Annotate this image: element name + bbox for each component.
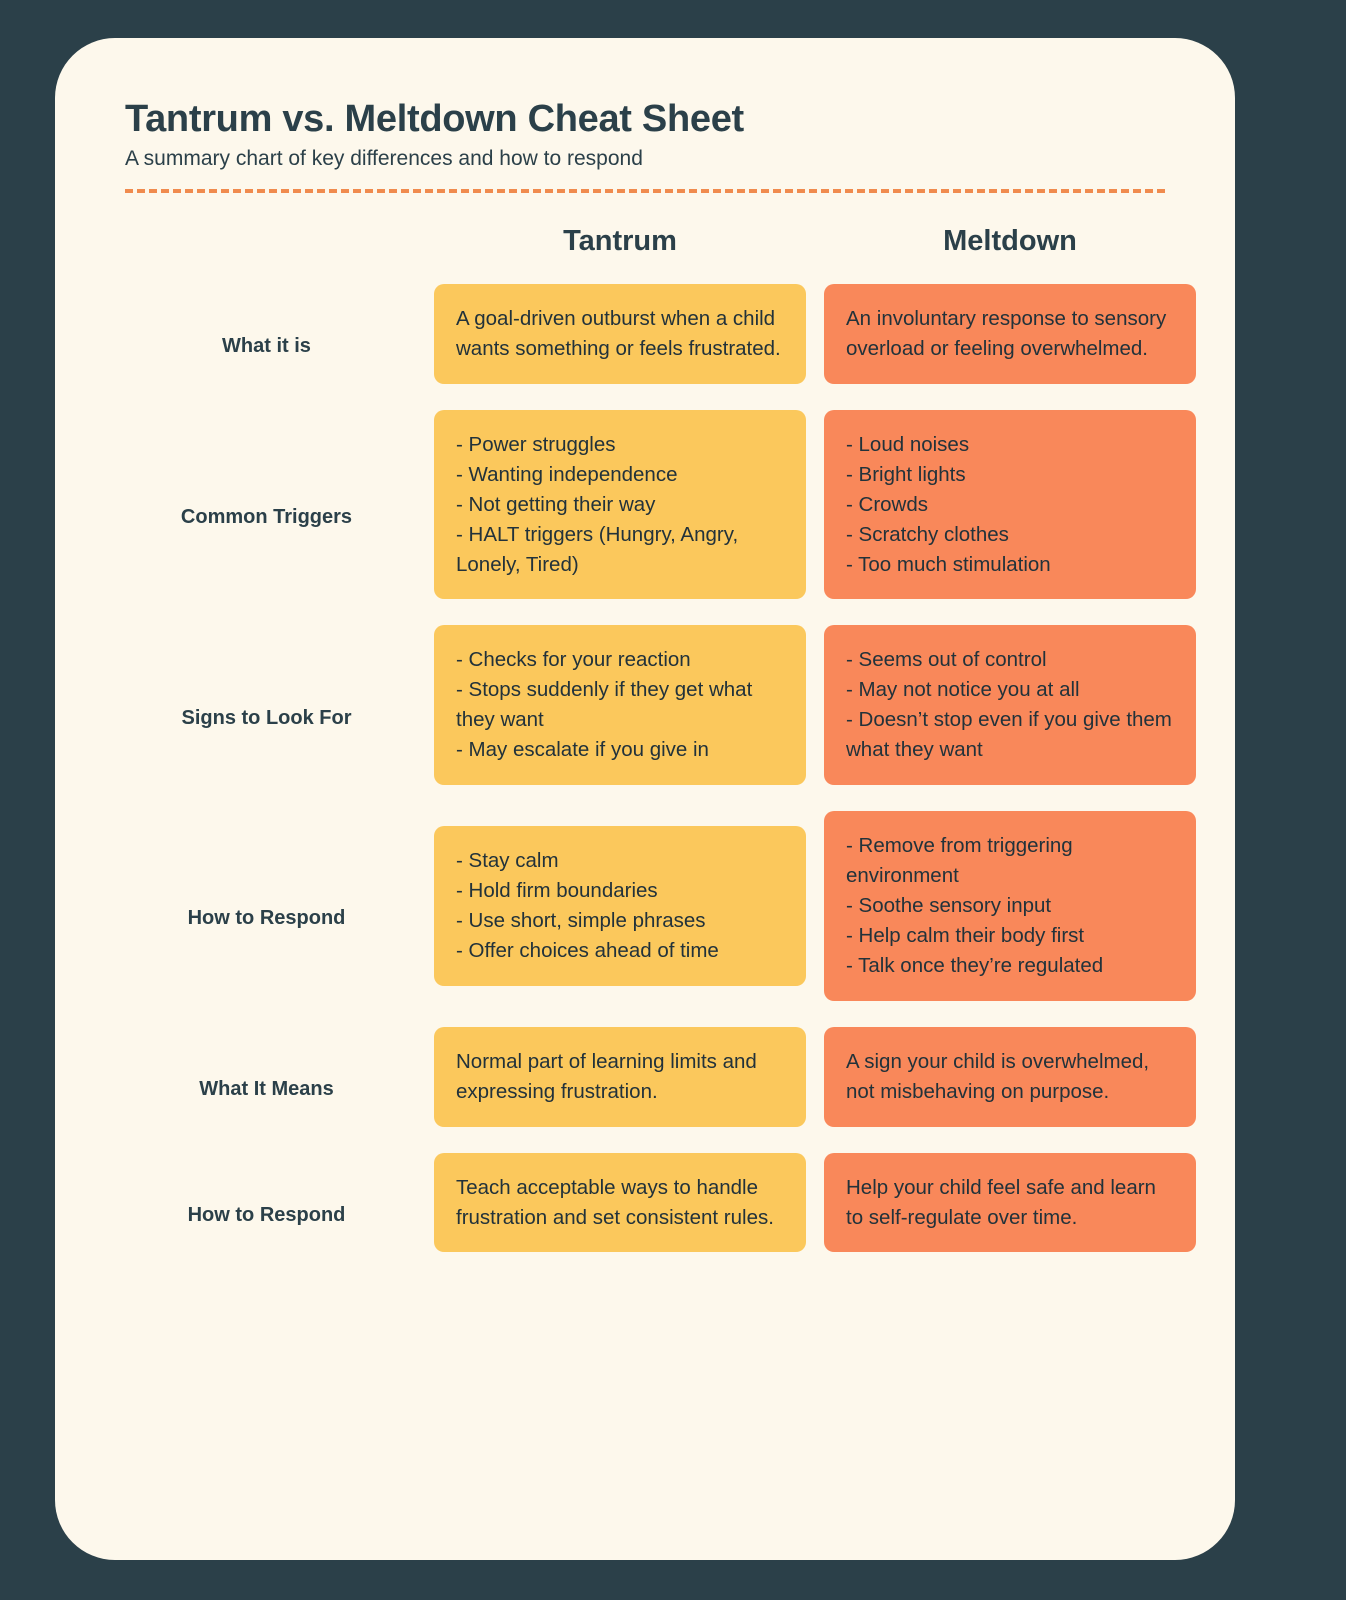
meltdown-text-box: A sign your child is overwhelmed, not misbehaving on purpose.: [824, 1027, 1196, 1127]
table-header-row: [125, 221, 1205, 284]
cell-meltdown: [815, 284, 1205, 410]
header-divider: [125, 189, 1165, 193]
cell-tantrum: [425, 1153, 815, 1279]
row-label: Common Triggers: [180, 506, 353, 529]
tantrum-text-box: Normal part of learning limits and expressing frustration.: [434, 1027, 806, 1127]
tantrum-text-box: - Checks for your reaction - Stops suddenly if they get what they want - May escalate if you give in: [434, 625, 806, 785]
row-label: How to Respond: [187, 907, 346, 930]
column-header-tantrum: Tantrum: [563, 225, 677, 257]
comparison-table: [125, 221, 1205, 1278]
tantrum-text-box: - Power struggles - Wanting independence - Not getting their way - HALT triggers (Hungry, Angry, Lonely, Tired): [434, 410, 806, 600]
cell-tantrum: [425, 284, 815, 410]
tantrum-text-box: Teach acceptable ways to handle frustration and set consistent rules.: [434, 1153, 806, 1253]
row-label: What It Means: [199, 1078, 334, 1101]
cell-tantrum: [425, 410, 815, 626]
table-row: [125, 284, 1205, 410]
cell-meltdown: [815, 410, 1205, 626]
column-header-meltdown: Meltdown: [943, 225, 1077, 257]
table-row: [125, 1027, 1205, 1153]
page-title: Tantrum vs. Meltdown Cheat Sheet: [125, 98, 744, 140]
row-label: How to Respond: [187, 1204, 346, 1227]
cell-tantrum: [425, 625, 815, 811]
row-label: Signs to Look For: [181, 706, 352, 729]
cell-tantrum: [425, 811, 815, 1027]
table-row: [125, 410, 1205, 626]
meltdown-text-box: - Loud noises - Bright lights - Crowds - Scratchy clothes - Too much stimulation: [824, 410, 1196, 600]
meltdown-text-box: - Remove from triggering environment - Soothe sensory input - Help calm their body first - Talk once they’re regulated: [824, 811, 1196, 1001]
cheat-sheet-card: [55, 38, 1235, 1560]
table-row: [125, 625, 1205, 811]
tantrum-text-box: A goal-driven outburst when a child wants something or feels frustrated.: [434, 284, 806, 384]
cell-meltdown: [815, 1153, 1205, 1279]
tantrum-text-box: - Stay calm - Hold firm boundaries - Use short, simple phrases - Offer choices ahead of time: [434, 826, 806, 986]
table-row: [125, 811, 1205, 1027]
meltdown-text-box: An involuntary response to sensory overload or feeling overwhelmed.: [824, 284, 1196, 384]
row-label: What it is: [222, 335, 311, 358]
corner-cell: [125, 221, 425, 284]
cell-meltdown: [815, 625, 1205, 811]
page-subtitle: A summary chart of key differences and how to respond: [125, 147, 643, 170]
meltdown-text-box: Help your child feel safe and learn to self-regulate over time.: [824, 1153, 1196, 1253]
meltdown-text-box: - Seems out of control - May not notice you at all - Doesn’t stop even if you give them what they want: [824, 625, 1196, 785]
table-row: [125, 1153, 1205, 1279]
cell-tantrum: [425, 1027, 815, 1153]
cell-meltdown: [815, 1027, 1205, 1153]
cell-meltdown: [815, 811, 1205, 1027]
